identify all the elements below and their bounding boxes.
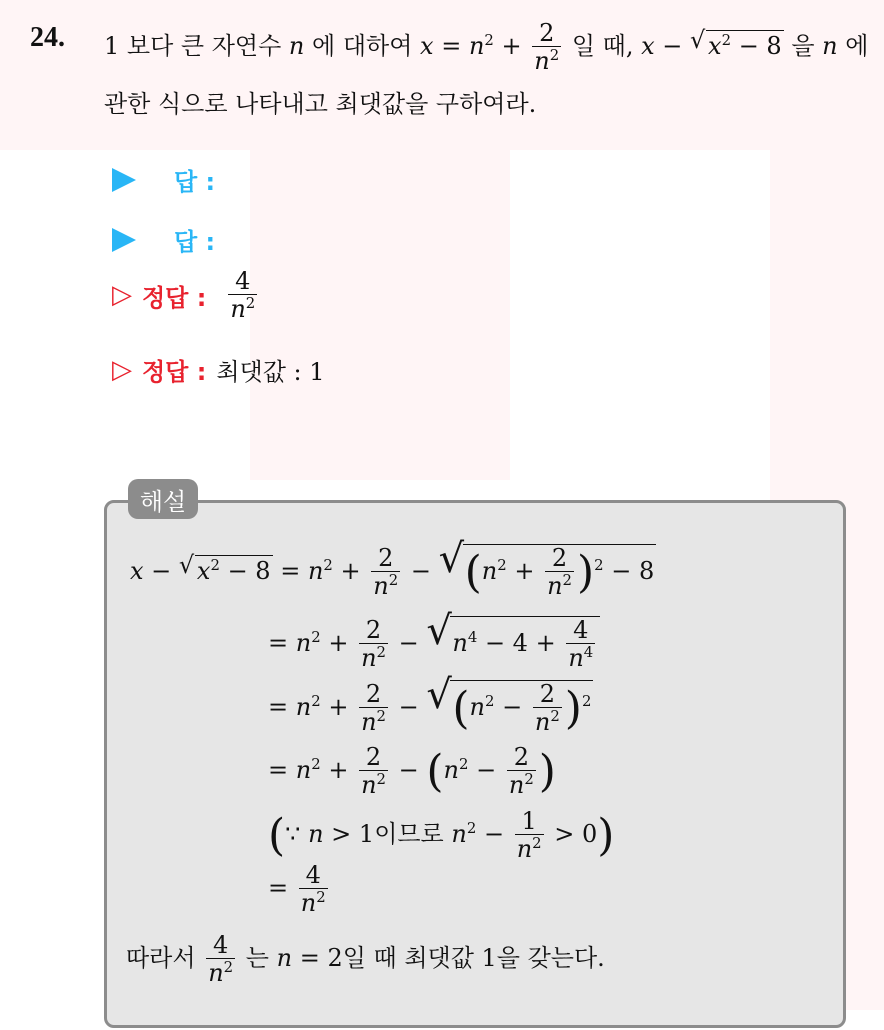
solution-condition: (∵ n > 1이므로 $n^2$ − $\frac{1}{n^2}$ > 0) — [268, 807, 615, 864]
outline-triangle-icon: ▷ — [112, 280, 132, 311]
correct-answer-2: ▷ 정답 : 최댓값 : 1 — [112, 354, 325, 386]
solution-tag: 해설 — [128, 479, 198, 519]
answer-fraction: $\frac{4}{n^2}$ — [230, 267, 256, 324]
play-triangle-icon — [112, 228, 136, 252]
question-line-2: 관한 식으로 나타내고 최댓값을 구하여라. — [104, 90, 537, 118]
solution-line-3: = $n^2$ + $\frac{2}{n^2}$ − √ ($n^2$ − $\frac{2}{n^2}$ )$^2$ — [268, 672, 592, 737]
question-number: 24. — [30, 22, 65, 53]
solution-conclusion: 따라서 $\frac{4}{n^2}$ 는 n = 2일 때 최댓값 1을 갖는다. — [126, 931, 605, 988]
answer-blank-2: 답 : — [112, 222, 215, 257]
answer-blank-1: 답 : — [112, 162, 215, 197]
solution-line-4: = $n^2$ + $\frac{2}{n^2}$ − ($n^2$ − $\frac{2}{n^2}$ ) — [268, 743, 556, 800]
play-triangle-icon — [112, 168, 136, 192]
background-patch — [250, 150, 510, 480]
solution-line-1: x − √ $x^2 - 8 = n^2$ + $\frac{2}{n^2}$ − √ ($n^2$ + $\frac{2}{n^2}$ )$^2$ − 8 — [130, 536, 655, 601]
outline-triangle-icon: ▷ — [112, 354, 132, 385]
solution-line-6: = $\frac{4}{n^2}$ — [268, 861, 326, 918]
correct-answer-1: ▷ 정답 : $\frac{4}{n^2}$ — [112, 267, 256, 324]
question-line-1: 1 보다 큰 자연수 n 에 대하여 $x = n^2$ + $\frac{2}{n^2}$ 일 때, x − √ $x^2 - 8$ 을 n 에 — [104, 19, 869, 76]
solution-line-2: = $n^2$ + $\frac{2}{n^2}$ − √ $n^4 - 4$ + $\frac{4}{n^4}$ — [268, 616, 600, 672]
